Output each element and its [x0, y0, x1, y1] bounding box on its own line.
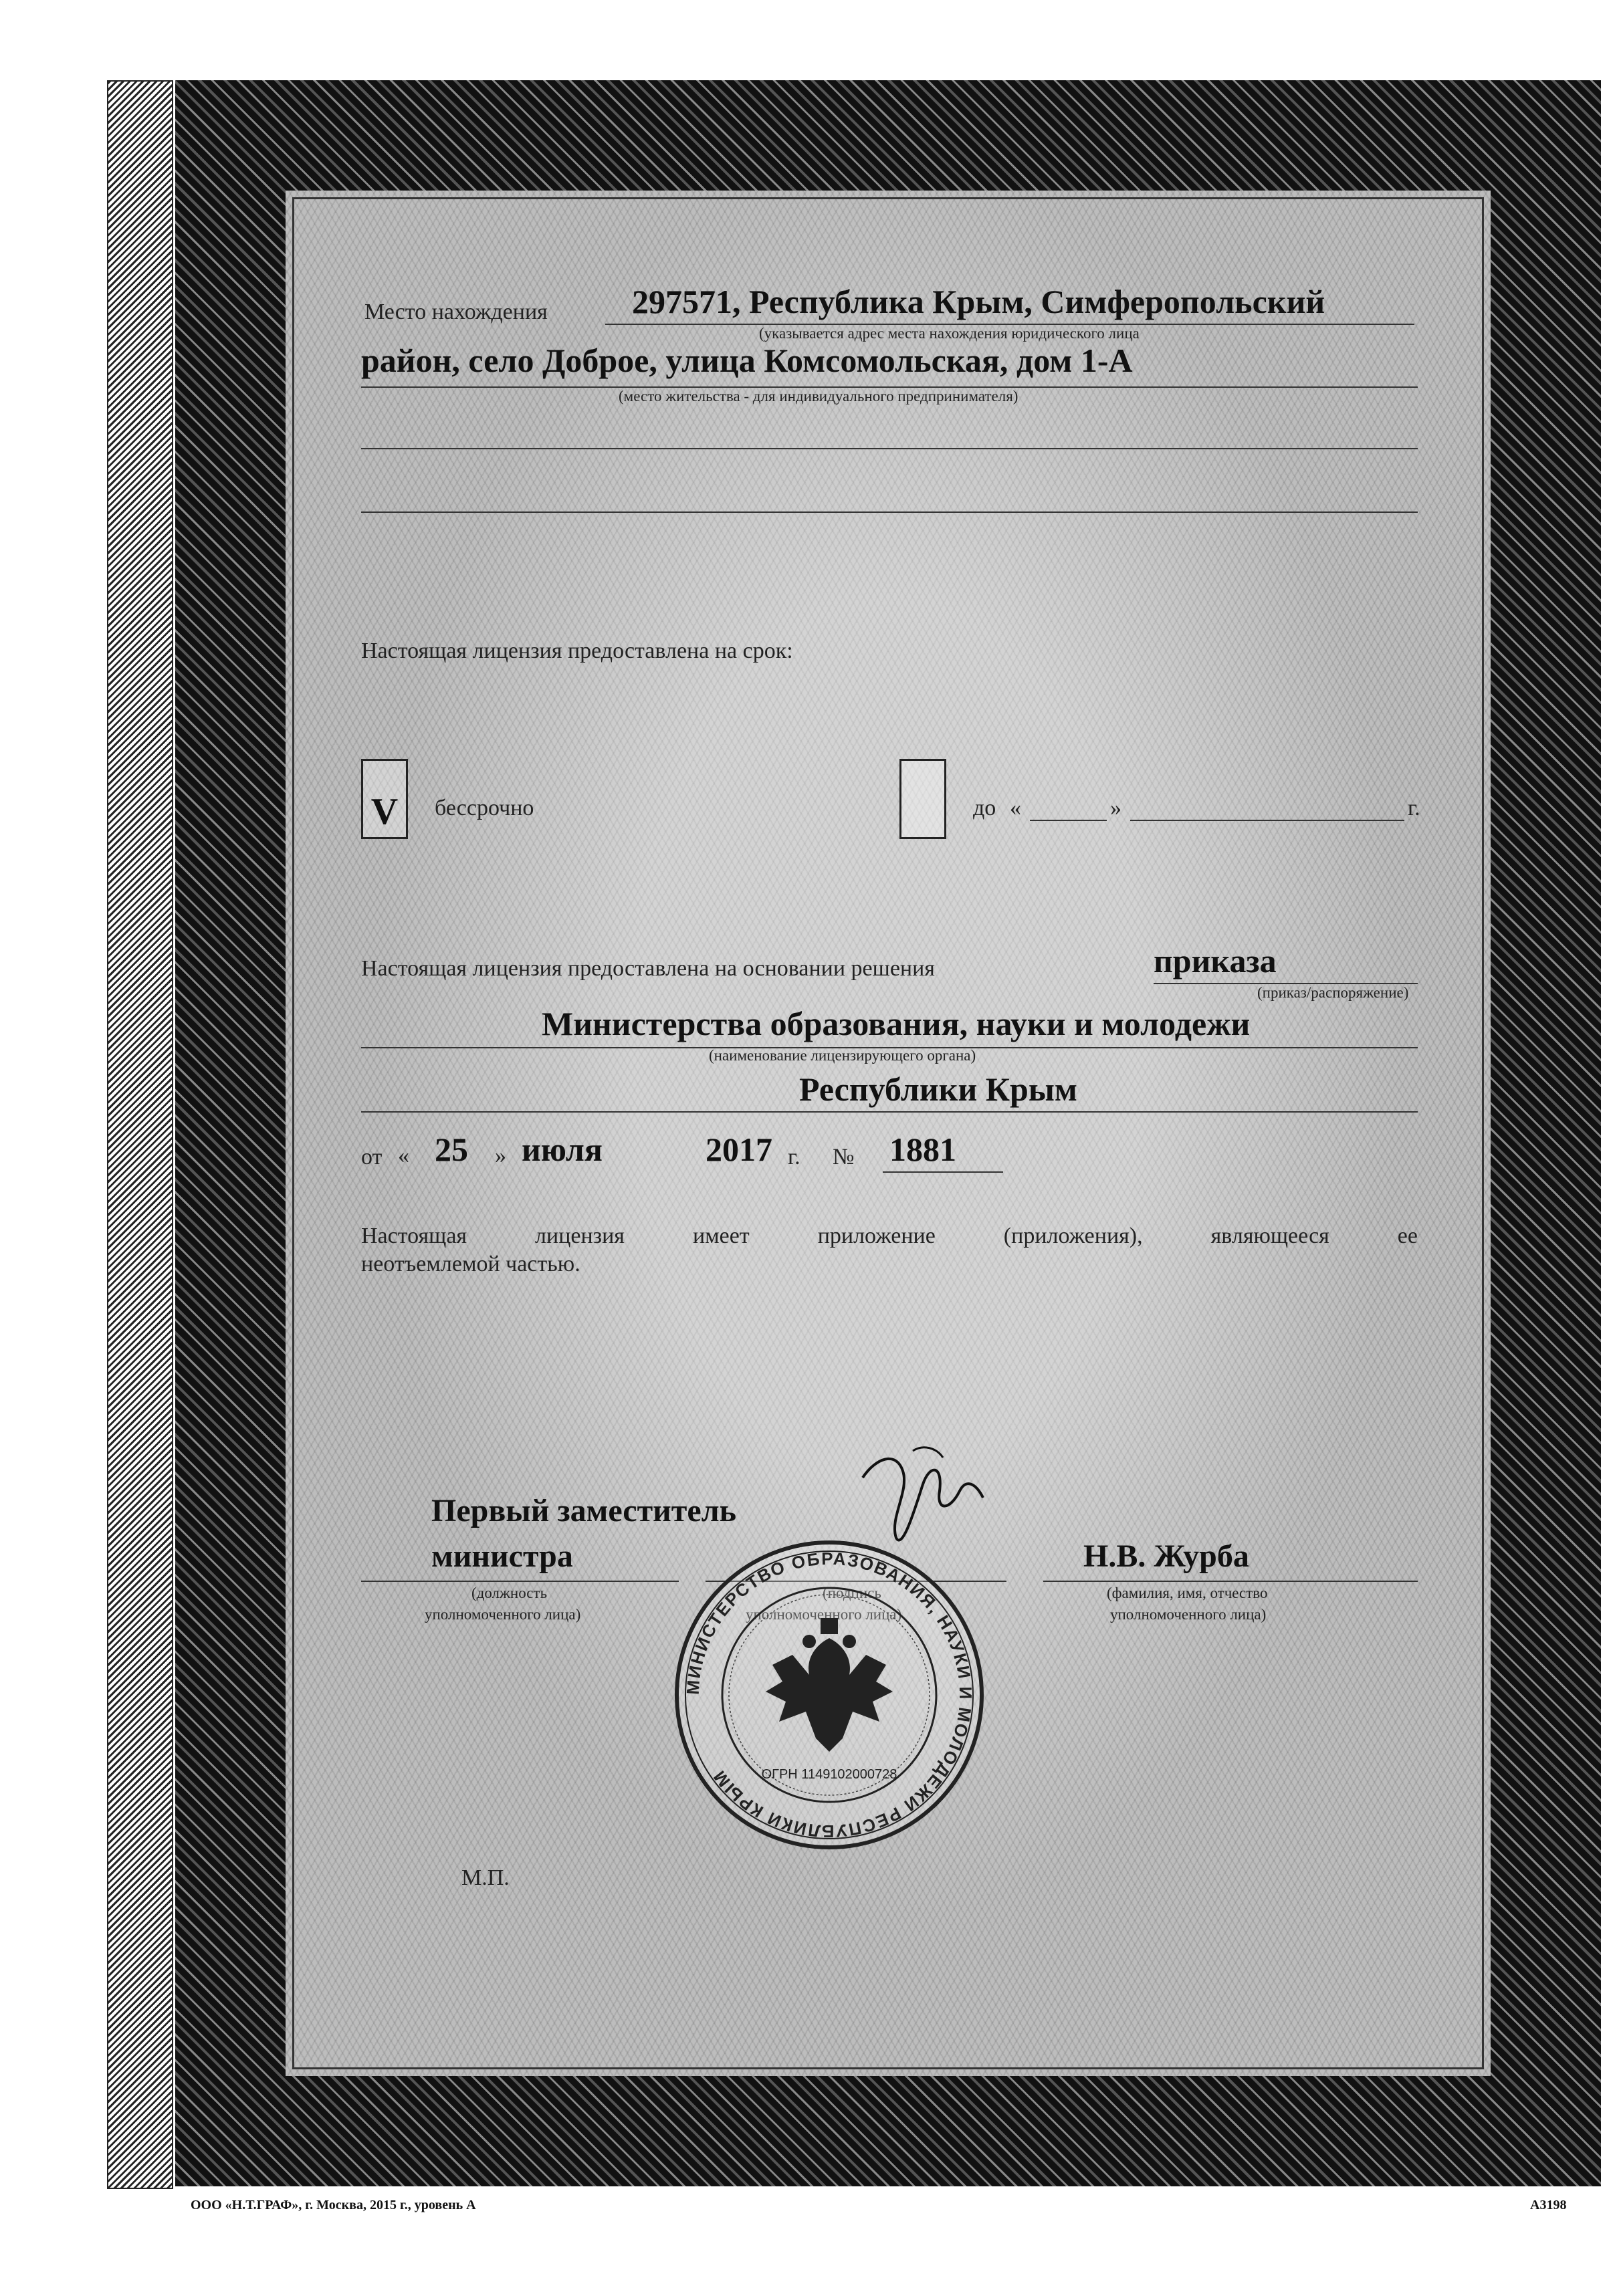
- perpetual-label: бессрочно: [435, 796, 534, 820]
- stamp-place-label: М.П.: [461, 1865, 510, 1890]
- location-caption1: (указывается адрес места нахождения юридического лица: [759, 325, 1140, 342]
- date-year: 2017: [706, 1131, 772, 1168]
- until-date-rule: [1130, 820, 1404, 821]
- appendix-line1: Настоящая лицензия имеет приложение (приложения), являющееся ее: [361, 1224, 1418, 1248]
- order-number: 1881: [889, 1131, 956, 1168]
- until-day-rule: [1030, 820, 1107, 821]
- form-code: А3198: [1530, 2198, 1567, 2212]
- order-number-rule: [883, 1171, 1003, 1173]
- basis-decision-caption: (приказ/распоряжение): [1257, 984, 1409, 1001]
- authority-line2: Республики Крым: [799, 1070, 1077, 1108]
- position-caption1: (должность: [471, 1585, 548, 1601]
- seal-ogrn: ОГРН 1149102000728: [761, 1767, 897, 1782]
- date-day: 25: [435, 1131, 468, 1168]
- location-line2: район, село Доброе, улица Комсомольская, дом 1-А: [361, 342, 1133, 379]
- location-rule3: [361, 448, 1418, 449]
- location-label: Место нахождения: [364, 300, 548, 324]
- authority-rule2: [361, 1111, 1418, 1113]
- term-label: Настоящая лицензия предоставлена на срок:: [361, 639, 793, 663]
- name-caption2: уполномоченного лица): [1110, 1606, 1267, 1623]
- until-quote-close: »: [1110, 796, 1121, 820]
- signer-position-line1: Первый заместитель: [431, 1493, 736, 1528]
- authority-line1: Министерства образования, науки и молодежи: [542, 1005, 1251, 1042]
- date-year-suffix: г.: [788, 1145, 800, 1169]
- authority-caption: (наименование лицензирующего органа): [709, 1047, 976, 1064]
- location-line1: 297571, Республика Крым, Симферопольский: [632, 283, 1325, 320]
- basis-decision: приказа: [1154, 942, 1277, 980]
- until-year-suffix: г.: [1408, 796, 1420, 820]
- until-quote-open: «: [1010, 796, 1021, 820]
- until-label: до: [973, 796, 996, 820]
- location-caption2: (место жительства - для индивидуального предпринимателя): [619, 388, 1018, 405]
- position-rule: [361, 1581, 679, 1582]
- perpetual-checkbox: V: [361, 759, 408, 839]
- official-seal: [672, 1538, 986, 1852]
- signer-name: Н.В. Журба: [1083, 1538, 1249, 1574]
- date-month: июля: [522, 1131, 603, 1168]
- printer-footer: ООО «Н.Т.ГРАФ», г. Москва, 2015 г., уровень А: [191, 2198, 476, 2212]
- signer-position-line2: министра: [431, 1538, 573, 1574]
- date-quote-close: »: [495, 1143, 506, 1168]
- order-number-label: №: [833, 1145, 855, 1169]
- name-caption1: (фамилия, имя, отчество: [1107, 1585, 1268, 1601]
- left-hatched-strip: [107, 80, 173, 2189]
- seal-text: МИНИСТЕРСТВО ОБРАЗОВАНИЯ, НАУКИ И МОЛОДЕЖИ РЕСПУБЛИКИ КРЫМ: [682, 1548, 976, 1842]
- location-rule4: [361, 511, 1418, 513]
- position-caption2: уполномоченного лица): [425, 1606, 581, 1623]
- date-prefix: от: [361, 1145, 383, 1169]
- date-quote-open: «: [398, 1143, 409, 1168]
- name-rule: [1043, 1581, 1418, 1582]
- until-checkbox: [899, 759, 946, 839]
- basis-label: Настоящая лицензия предоставлена на основании решения: [361, 956, 935, 981]
- appendix-line2: неотъемлемой частью.: [361, 1252, 580, 1276]
